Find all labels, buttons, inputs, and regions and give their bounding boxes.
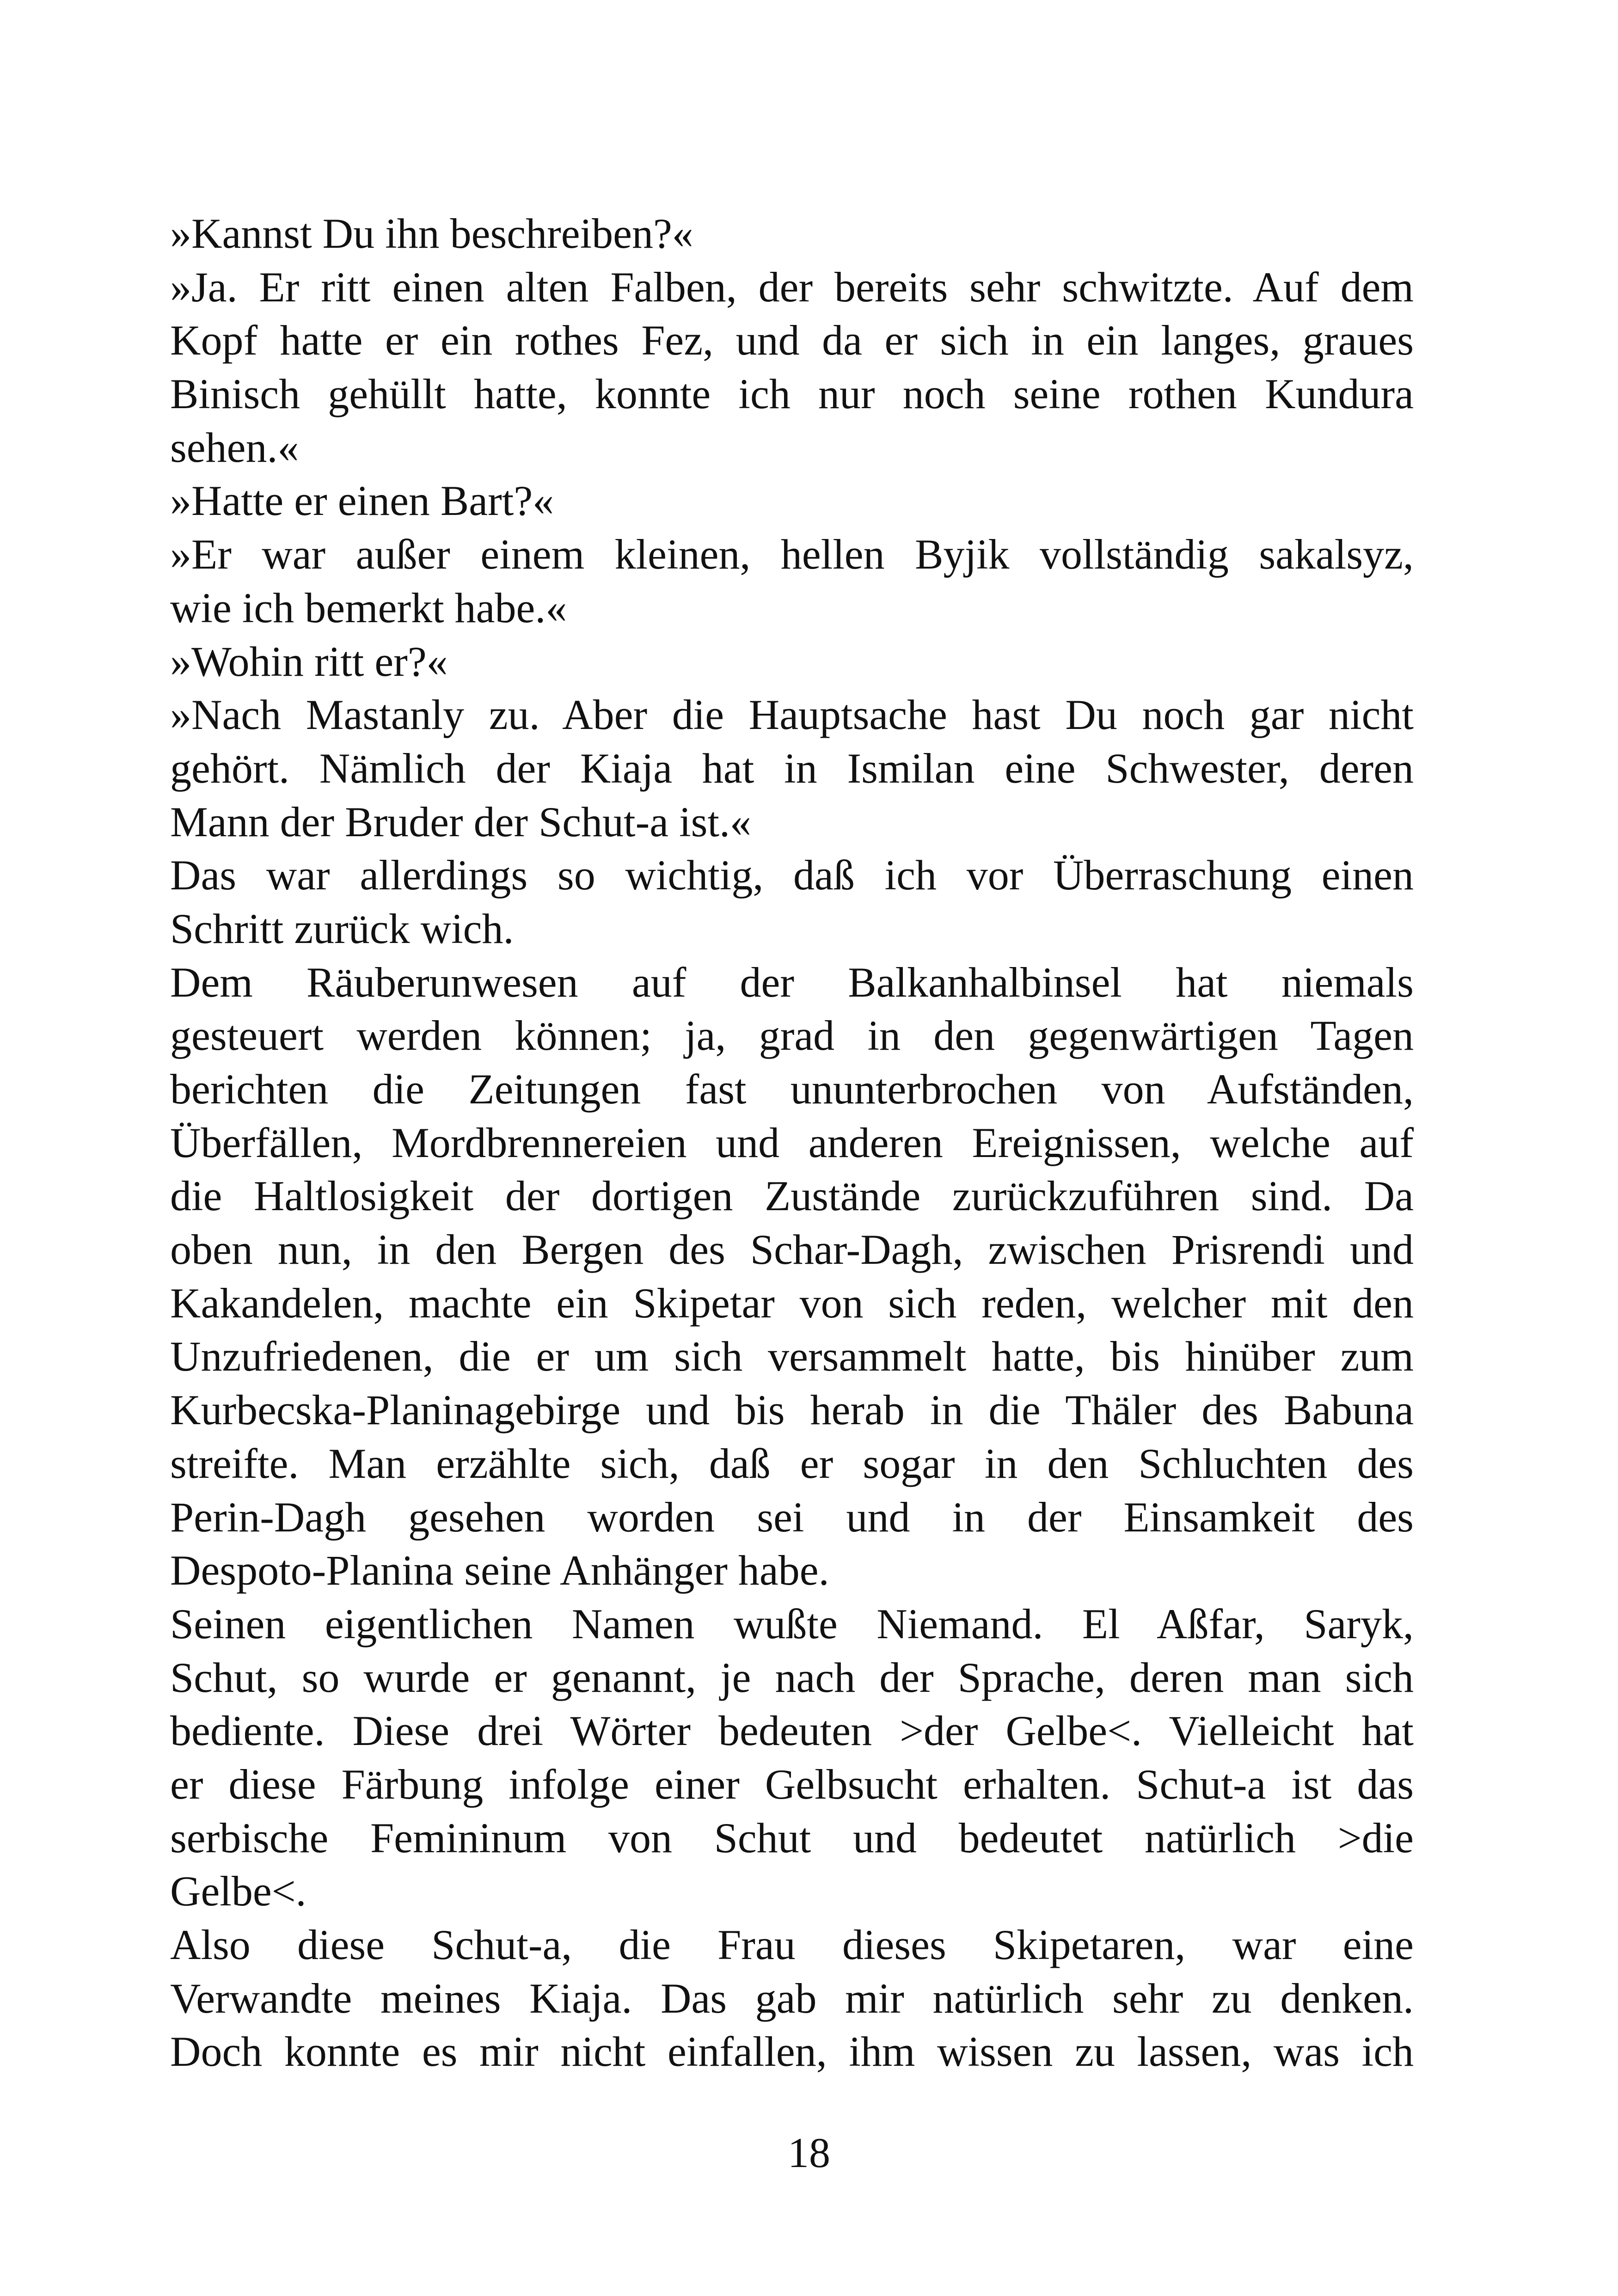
text-line: Kopf hatte er ein rothes Fez, und da er sich in ein langes, graues xyxy=(170,317,1414,364)
text-line: Verwandte meines Kiaja. Das gab mir natürlich sehr zu denken. xyxy=(170,1974,1414,2022)
text-line: oben nun, in den Bergen des Schar-Dagh, zwischen Prisrendi und xyxy=(170,1226,1414,1274)
text-line: Seinen eigentlichen Namen wußte Niemand. El Aßfar, Saryk, xyxy=(170,1600,1414,1647)
text-line: »Nach Mastanly zu. Aber die Hauptsache hast Du noch gar nicht xyxy=(170,691,1414,739)
text-line: serbische Femininum von Schut und bedeutet natürlich >die xyxy=(170,1814,1414,1861)
text-line: die Haltlosigkeit der dortigen Zustände zurückzuführen sind. Da xyxy=(170,1172,1414,1220)
text-line: »Hatte er einen Bart?« xyxy=(170,477,554,525)
text-line: wie ich bemerkt habe.« xyxy=(170,584,567,631)
text-line: »Ja. Er ritt einen alten Falben, der bereits sehr schwitzte. Auf dem xyxy=(170,263,1414,311)
text-line: er diese Färbung infolge einer Gelbsucht erhalten. Schut-a ist das xyxy=(170,1760,1414,1808)
text-line: gehört. Nämlich der Kiaja hat in Ismilan eine Schwester, deren xyxy=(170,744,1414,792)
text-line: Kakandelen, machte ein Skipetar von sich reden, welcher mit den xyxy=(170,1279,1414,1327)
text-line: Überfällen, Mordbrennereien und anderen Ereignissen, welche auf xyxy=(170,1119,1414,1166)
text-line: streifte. Man erzählte sich, daß er sogar in den Schluchten des xyxy=(170,1439,1414,1487)
text-line: Despoto-Planina seine Anhänger habe. xyxy=(170,1547,829,1594)
text-line: bediente. Diese drei Wörter bedeuten >der Gelbe<. Vielleicht hat xyxy=(170,1707,1414,1755)
text-line: Mann der Bruder der Schut-a ist.« xyxy=(170,798,752,845)
text-line: Perin-Dagh gesehen worden sei und in der Einsamkeit des xyxy=(170,1493,1414,1541)
page-number: 18 xyxy=(788,2129,830,2176)
text-line: sehen.« xyxy=(170,423,299,471)
text-line: Unzufriedenen, die er um sich versammelt hatte, bis hinüber zum xyxy=(170,1333,1414,1380)
text-line: »Kannst Du ihn beschreiben?« xyxy=(170,210,693,257)
text-line: Gelbe<. xyxy=(170,1867,306,1915)
text-line: Doch konnte es mir nicht einfallen, ihm wissen zu lassen, was ich xyxy=(170,2028,1414,2076)
text-line: Also diese Schut-a, die Frau dieses Skipetaren, war eine xyxy=(170,1921,1414,1968)
text-line: Das war allerdings so wichtig, daß ich vor Überraschung einen xyxy=(170,851,1414,899)
text-line: gesteuert werden können; ja, grad in den gegenwärtigen Tagen xyxy=(170,1012,1414,1059)
text-line: berichten die Zeitungen fast ununterbrochen von Aufständen, xyxy=(170,1065,1414,1113)
text-line: Schut, so wurde er genannt, je nach der Sprache, deren man sich xyxy=(170,1653,1414,1701)
text-line: »Wohin ritt er?« xyxy=(170,637,448,685)
text-line: »Er war außer einem kleinen, hellen Byjik vollständig sakalsyz, xyxy=(170,531,1414,578)
text-line: Dem Räuberunwesen auf der Balkanhalbinsel hat niemals xyxy=(170,958,1414,1006)
text-line: Schritt zurück wich. xyxy=(170,905,514,952)
body-text xyxy=(170,207,1414,2079)
text-line: Binisch gehüllt hatte, konnte ich nur noch seine rothen Kundura xyxy=(170,370,1414,418)
text-line: Kurbecska-Planinagebirge und bis herab in die Thäler des Babuna xyxy=(170,1386,1414,1434)
